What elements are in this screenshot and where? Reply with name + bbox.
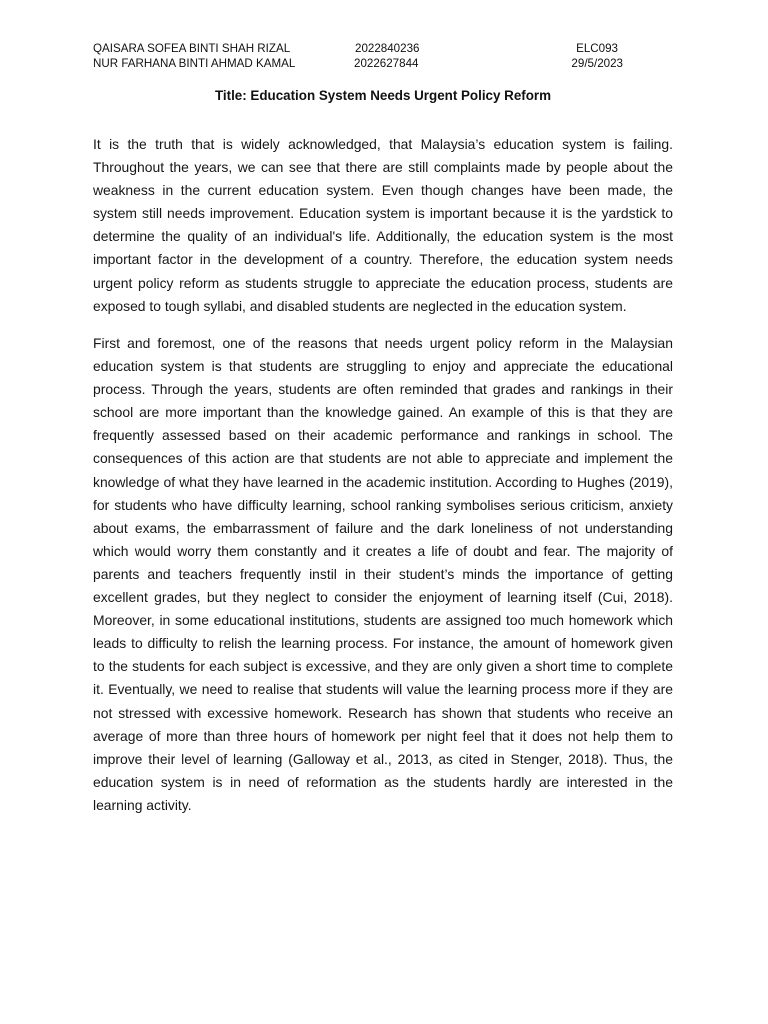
author-row [93, 42, 675, 56]
document-title: Title: Education System Needs Urgent Policy Reform [214, 88, 552, 103]
author-row [93, 57, 675, 71]
student-id: 2022627844 [354, 57, 419, 70]
author-name: NUR FARHANA BINTI AHMAD KAMAL [93, 57, 296, 70]
body-paragraph: It is the truth that is widely acknowledged, that Malaysia’s education system is failing. Throughout the years, we can see that there are still complaints made by people about the weakness in the current education system. Even though changes have been made, the system still needs improvement. Education system is important because it is the yardstick to determine the quality of an individual's life. Additionally, the education system is the most important factor in the development of a country. Therefore, the education system needs urgent policy reform as students struggle to appreciate the education process, students are exposed to tough syllabi, and disabled students are neglected in the education system. [93, 136, 673, 314]
body-paragraph: First and foremost, one of the reasons that needs urgent policy reform in the Malaysian education system is that students are struggling to enjoy and appreciate the educational process. Through the years, students are often reminded that grades and rankings in their school are more important than the knowledge gained. An example of this is that they are frequently assessed based on their academic performance and rankings in school. The consequences of this action are that students are not able to appreciate and implement the knowledge of what they have learned in the academic institution. According to Hughes (2019), for students who have difficulty learning, school ranking symbolises serious criticism, anxiety about exams, the embarrassment of failure and the dark loneliness of not understanding which would worry them constantly and it creates a life of doubt and fear. The majority of parents and teachers frequently instil in their student’s minds the importance of getting excellent grades, but they neglect to consider the enjoyment of learning itself (Cui, 2018). Moreover, in some educational institutions, students are assigned too much homework which leads to difficulty to relish the learning process. For instance, the amount of homework given to the students for each subject is excessive, and they are only given a short time to complete it. Eventually, we need to realise that students will value the learning process more if they are not stressed with excessive homework. Research has shown that students who receive an average of more than three hours of homework per night feel that it does not help them to improve their level of learning (Galloway et al., 2013, as cited in Stenger, 2018). Thus, the education system is in need of reformation as the students hardly are interested in the learning activity. [93, 335, 673, 813]
student-id: 2022840236 [355, 42, 420, 55]
course-code: ELC093 [576, 42, 618, 55]
author-name: QAISARA SOFEA BINTI SHAH RIZAL [93, 42, 291, 55]
submission-date: 29/5/2023 [571, 57, 623, 70]
